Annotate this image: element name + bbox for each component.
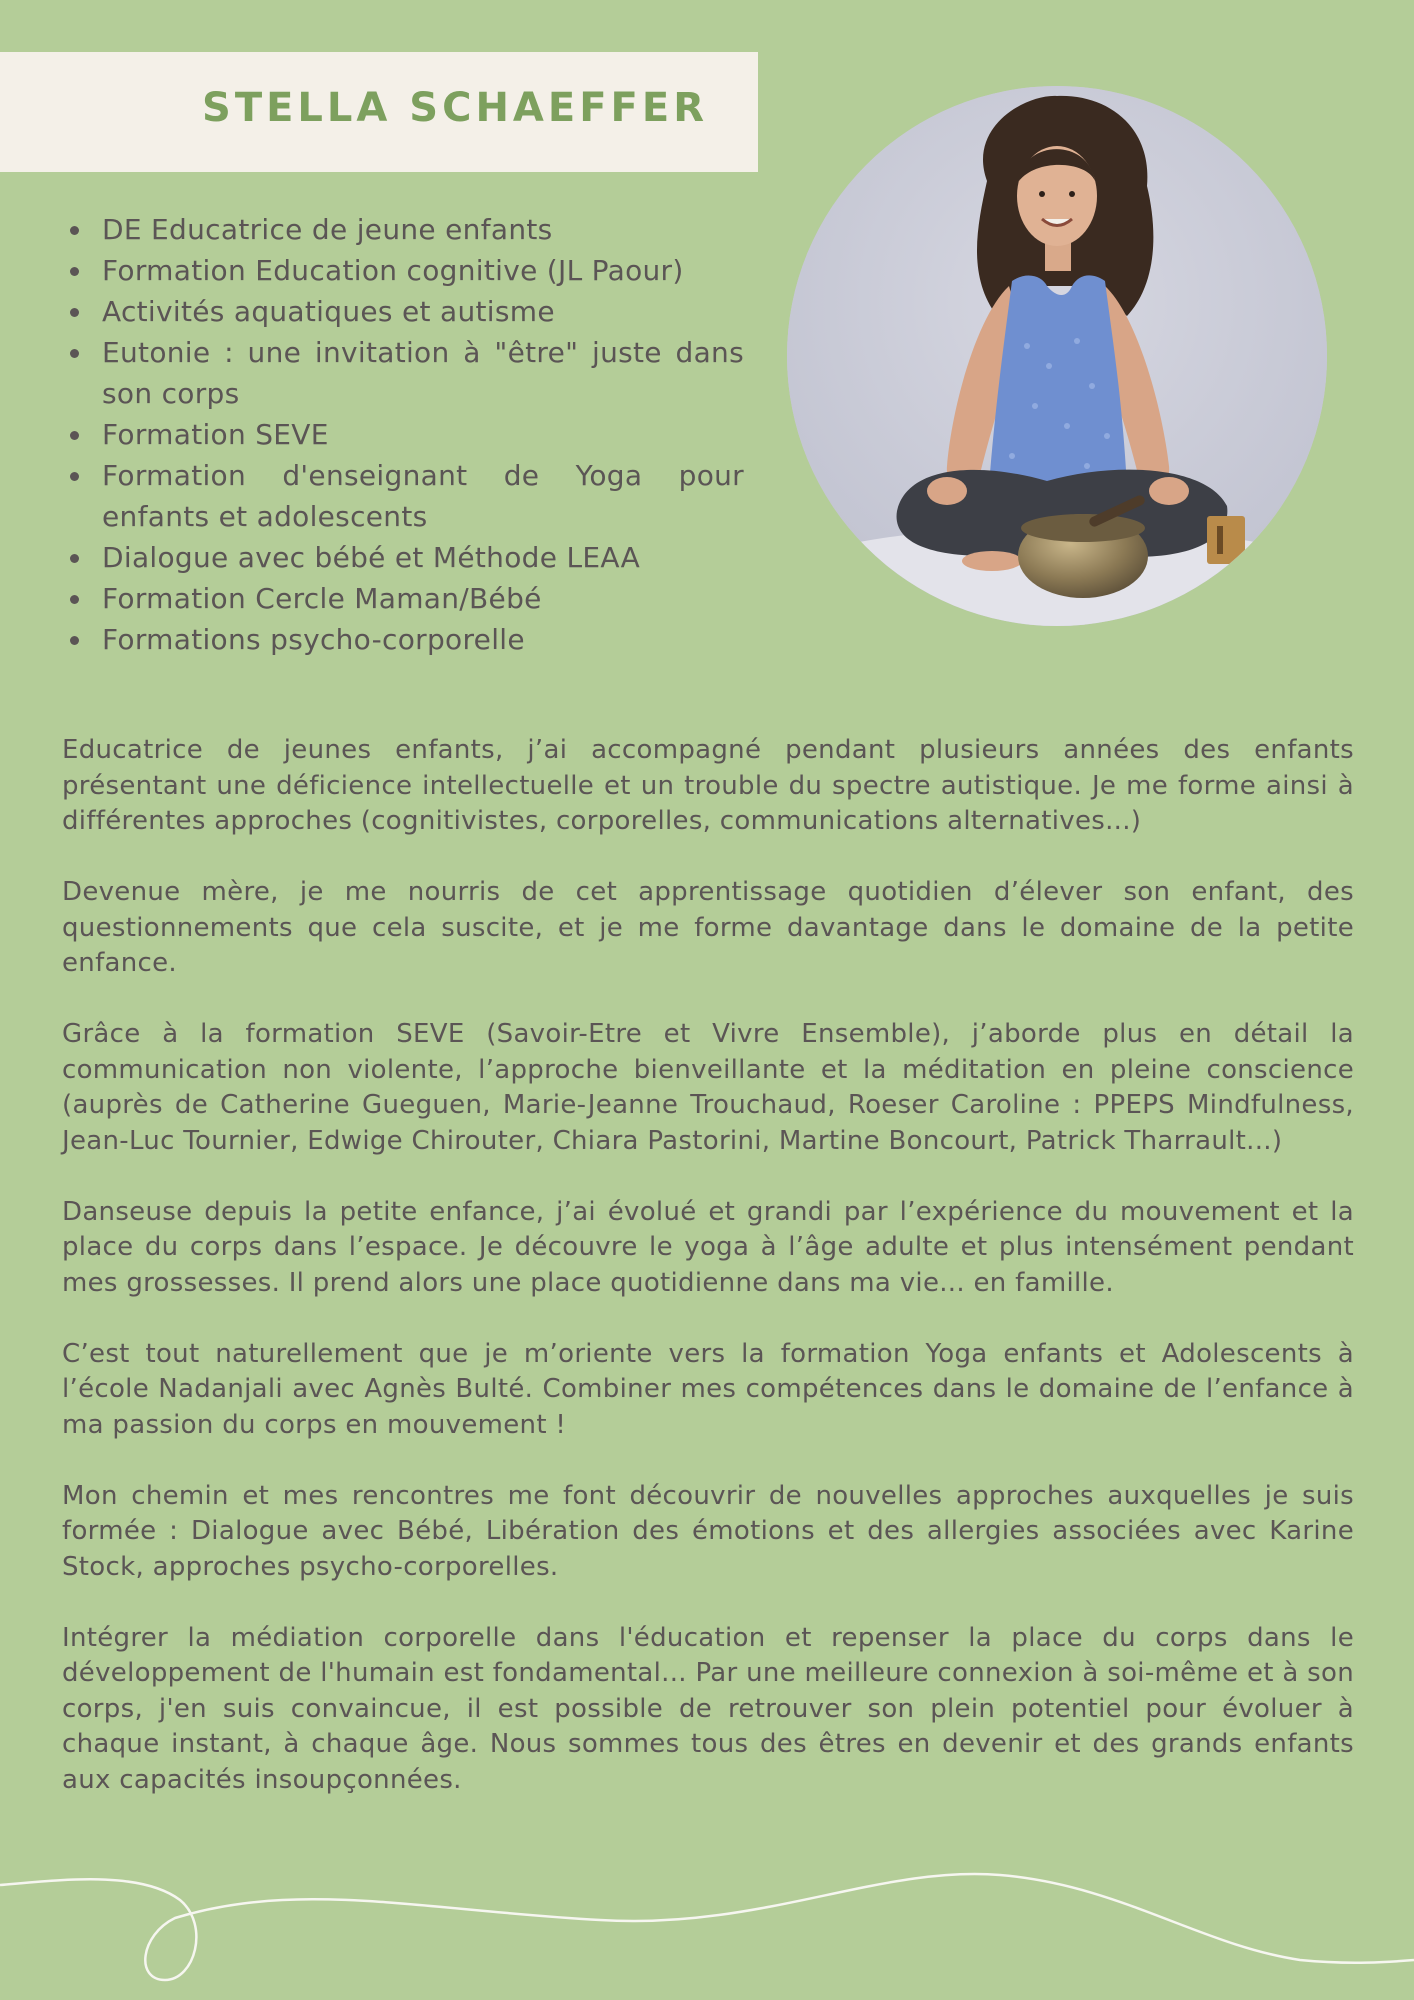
bio-paragraph: Mon chemin et mes rencontres me font découvrir de nouvelles approches auxquelles je suis formée : Dialogue avec Bébé, Libération des émotions et des allergies associées avec Karine Stock, approches psycho-corporelles.: [62, 1480, 1354, 1582]
qualification-item: Eutonie : une invitation à "être" juste dans son corps: [62, 332, 744, 414]
qualification-item: Formation Cercle Maman/Bébé: [62, 578, 744, 619]
biography: [62, 733, 1354, 1834]
person-name: STELLA SCHAEFFER: [202, 85, 708, 131]
qualification-item: Formation d'enseignant de Yoga pour enfants et adolescents: [62, 455, 744, 537]
bio-paragraph: Danseuse depuis la petite enfance, j’ai évolué et grandi par l’expérience du mouvement et la place du corps dans l’espace. Je découvre le yoga à l’âge adulte et plus intensément pendant mes grossesses. Il prend alors une place quotidienne dans ma vie... en famille.: [62, 1196, 1354, 1298]
qualification-item: Activités aquatiques et autisme: [62, 291, 744, 332]
bio-paragraph: C’est tout naturellement que je m’oriente vers la formation Yoga enfants et Adolescents à l’école Nadanjali avec Agnès Bulté. Combiner mes compétences dans le domaine de l’enfance à ma passion du corps en mouvement !: [62, 1338, 1354, 1440]
qualifications-list: [62, 209, 744, 660]
portrait-photo: [787, 86, 1327, 626]
bio-paragraph: Grâce à la formation SEVE (Savoir-Etre et Vivre Ensemble), j’aborde plus en détail la communication non violente, l’approche bienveillante et la méditation en pleine conscience (auprès de Catherine Gueguen, Marie-Jeanne Trouchaud, Roeser Caroline : PPEPS Mindfulness, Jean-Luc Tournier, Edwige Chirouter, Chiara Pastorini, Martine Boncourt, Patrick Tharrault...): [62, 1019, 1354, 1156]
portrait-illustration: [787, 86, 1327, 626]
qualification-item: Formations psycho-corporelle: [62, 619, 744, 660]
bio-paragraph: Educatrice de jeunes enfants, j’ai accompagné pendant plusieurs années des enfants présentant une déficience intellectuelle et un trouble du spectre autistique. Je me forme ainsi à différentes approches (cognitivistes, corporelles, communications alternatives...): [62, 735, 1354, 836]
bio-paragraph: Devenue mère, je me nourris de cet apprentissage quotidien d’élever son enfant, des questionnements que cela suscite, et je me forme davantage dans le domaine de la petite enfance.: [62, 877, 1354, 978]
qualification-item: Formation SEVE: [62, 414, 744, 455]
qualification-item: Dialogue avec bébé et Méthode LEAA: [62, 537, 744, 578]
qualification-item: Formation Education cognitive (JL Paour): [62, 250, 744, 291]
decorative-swirl-line: [0, 1850, 1414, 2000]
name-banner: [0, 52, 758, 172]
bio-paragraph: Intégrer la médiation corporelle dans l'éducation et repenser la place du corps dans le développement de l'humain est fondamental... Par une meilleure connexion à soi-même et à son corps, j'en suis convaincue, il est possible de retrouver son plein potentiel pour évoluer à chaque instant, à chaque âge. Nous sommes tous des êtres en devenir et des grands enfants aux capacités insoupçonnées.: [62, 1622, 1354, 1795]
qualification-item: DE Educatrice de jeune enfants: [62, 209, 744, 250]
